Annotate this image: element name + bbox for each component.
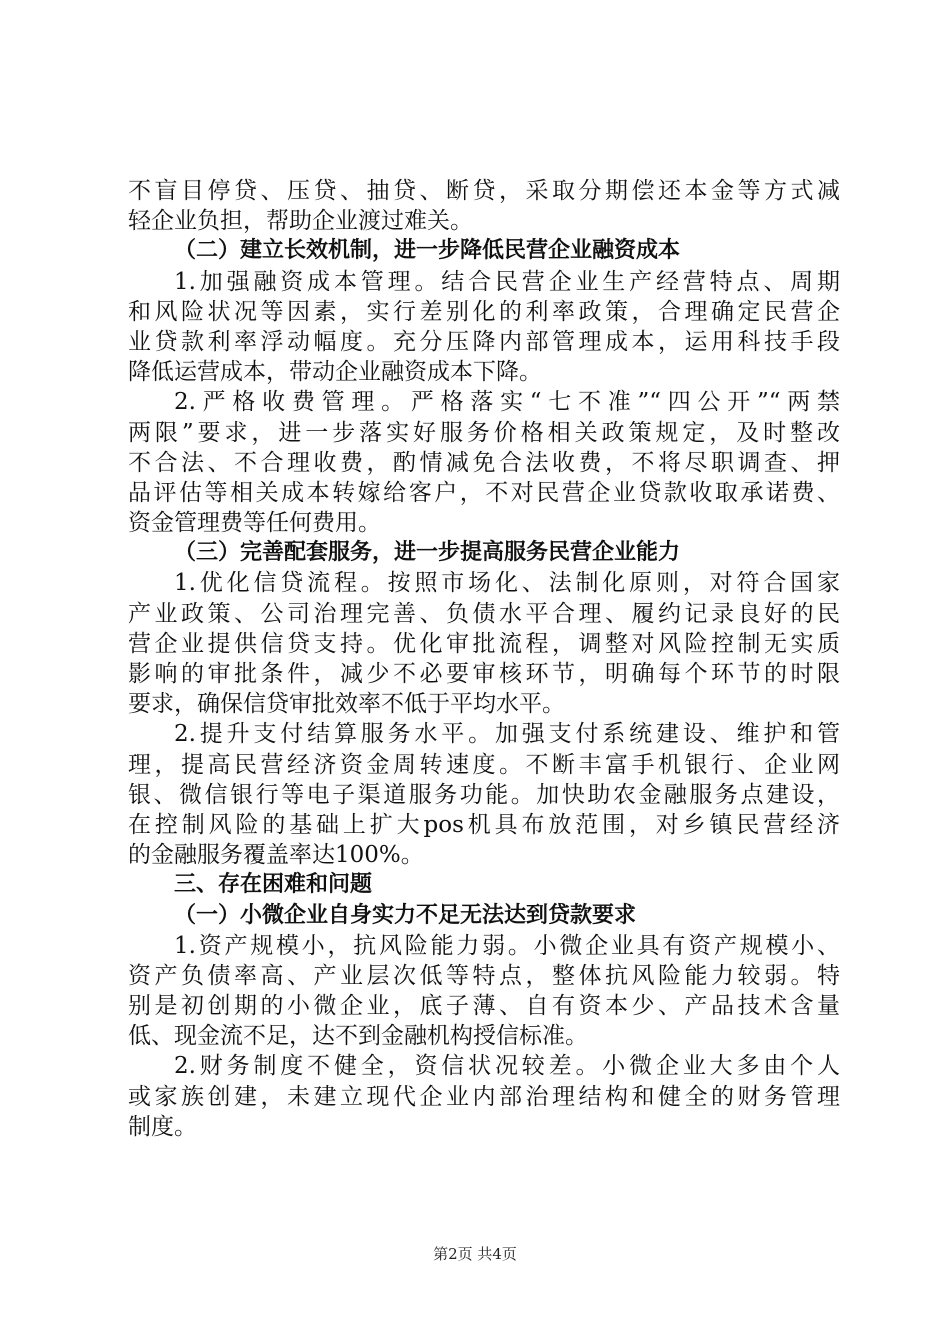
body-text-line: 低、现金流不足，达不到金融机构授信标准。: [128, 1023, 588, 1050]
body-text-line: 不盲目停贷、压贷、抽贷、断贷，采取分期偿还本金等方式减: [128, 178, 840, 204]
body-text-line: 影响的审批条件，减少不必要审核环节，明确每个环节的时限: [128, 661, 840, 687]
body-text-line: 1.资产规模小，抗风险能力弱。小微企业具有资产规模小、: [174, 932, 840, 959]
body-text-line: 资金管理费等任何费用。: [128, 510, 381, 537]
body-text-line: 或家族创建，未建立现代企业内部治理结构和健全的财务管理: [128, 1083, 840, 1110]
body-text-line: 2.财务制度不健全，资信状况较差。小微企业大多由个人: [174, 1053, 840, 1080]
body-text-line: 2.提升支付结算服务水平。加强支付系统建设、维护和管: [174, 721, 840, 748]
body-text-line: 别是初创期的小微企业，底子薄、自有资本少、产品技术含量: [128, 993, 840, 1020]
body-text-line: 资产负债率高、产业层次低等特点，整体抗风险能力较弱。特: [128, 962, 840, 989]
body-text-line: 产业政策、公司治理完善、负债水平合理、履约记录良好的民: [128, 600, 840, 627]
body-text-line: 营企业提供信贷支持。优化审批流程，调整对风险控制无实质: [128, 630, 840, 657]
document-body: [128, 176, 840, 1142]
body-text-line: 两限”要求，进一步落实好服务价格相关政策规定，及时整改: [128, 419, 840, 446]
body-text-line: 制度。: [128, 1113, 197, 1140]
section-heading: （二）建立长效机制，进一步降低民营企业融资成本: [174, 238, 681, 264]
body-text-line: 轻企业负担，帮助企业渡过难关。: [128, 208, 473, 235]
body-text-line: 不合法、不合理收费，酌情减免合法收费，不将尽职调查、押: [128, 449, 840, 476]
subsection-heading: （一）小微企业自身实力不足无法达到贷款要求: [174, 902, 637, 928]
body-text-line: 品评估等相关成本转嫁给客户，不对民营企业贷款收取承诺费、: [128, 479, 840, 506]
body-text-line: 和风险状况等因素，实行差别化的利率政策，合理确定民营企: [128, 298, 840, 325]
body-text-line: 银、微信银行等电子渠道服务功能。加快助农金融服务点建设，: [128, 781, 840, 808]
body-text-line: 降低运营成本，带动企业融资成本下降。: [128, 359, 542, 386]
body-text-line: 业贷款利率浮动幅度。充分压降内部管理成本，运用科技手段: [128, 328, 840, 355]
body-text-line: 的金融服务覆盖率达100%。: [128, 842, 424, 869]
body-text-line: 2.严格收费管理。严格落实“七不准”“四公开”“两禁: [174, 389, 840, 416]
section-heading: （三）完善配套服务，进一步提高服务民营企业能力: [174, 540, 681, 566]
page-number-footer: 第2页 共4页: [433, 1245, 517, 1263]
body-text-line: 理，提高民营经济资金周转速度。不断丰富手机银行、企业网: [128, 751, 840, 778]
body-text-line: 1.优化信贷流程。按照市场化、法制化原则，对符合国家: [174, 570, 840, 597]
body-text-line: 1.加强融资成本管理。结合民营企业生产经营特点、周期: [174, 268, 840, 295]
section-heading: 三、存在困难和问题: [174, 872, 373, 898]
body-text-line: 要求，确保信贷审批效率不低于平均水平。: [128, 691, 565, 718]
body-text-line: 在控制风险的基础上扩大pos机具布放范围，对乡镇民营经济: [128, 811, 840, 838]
